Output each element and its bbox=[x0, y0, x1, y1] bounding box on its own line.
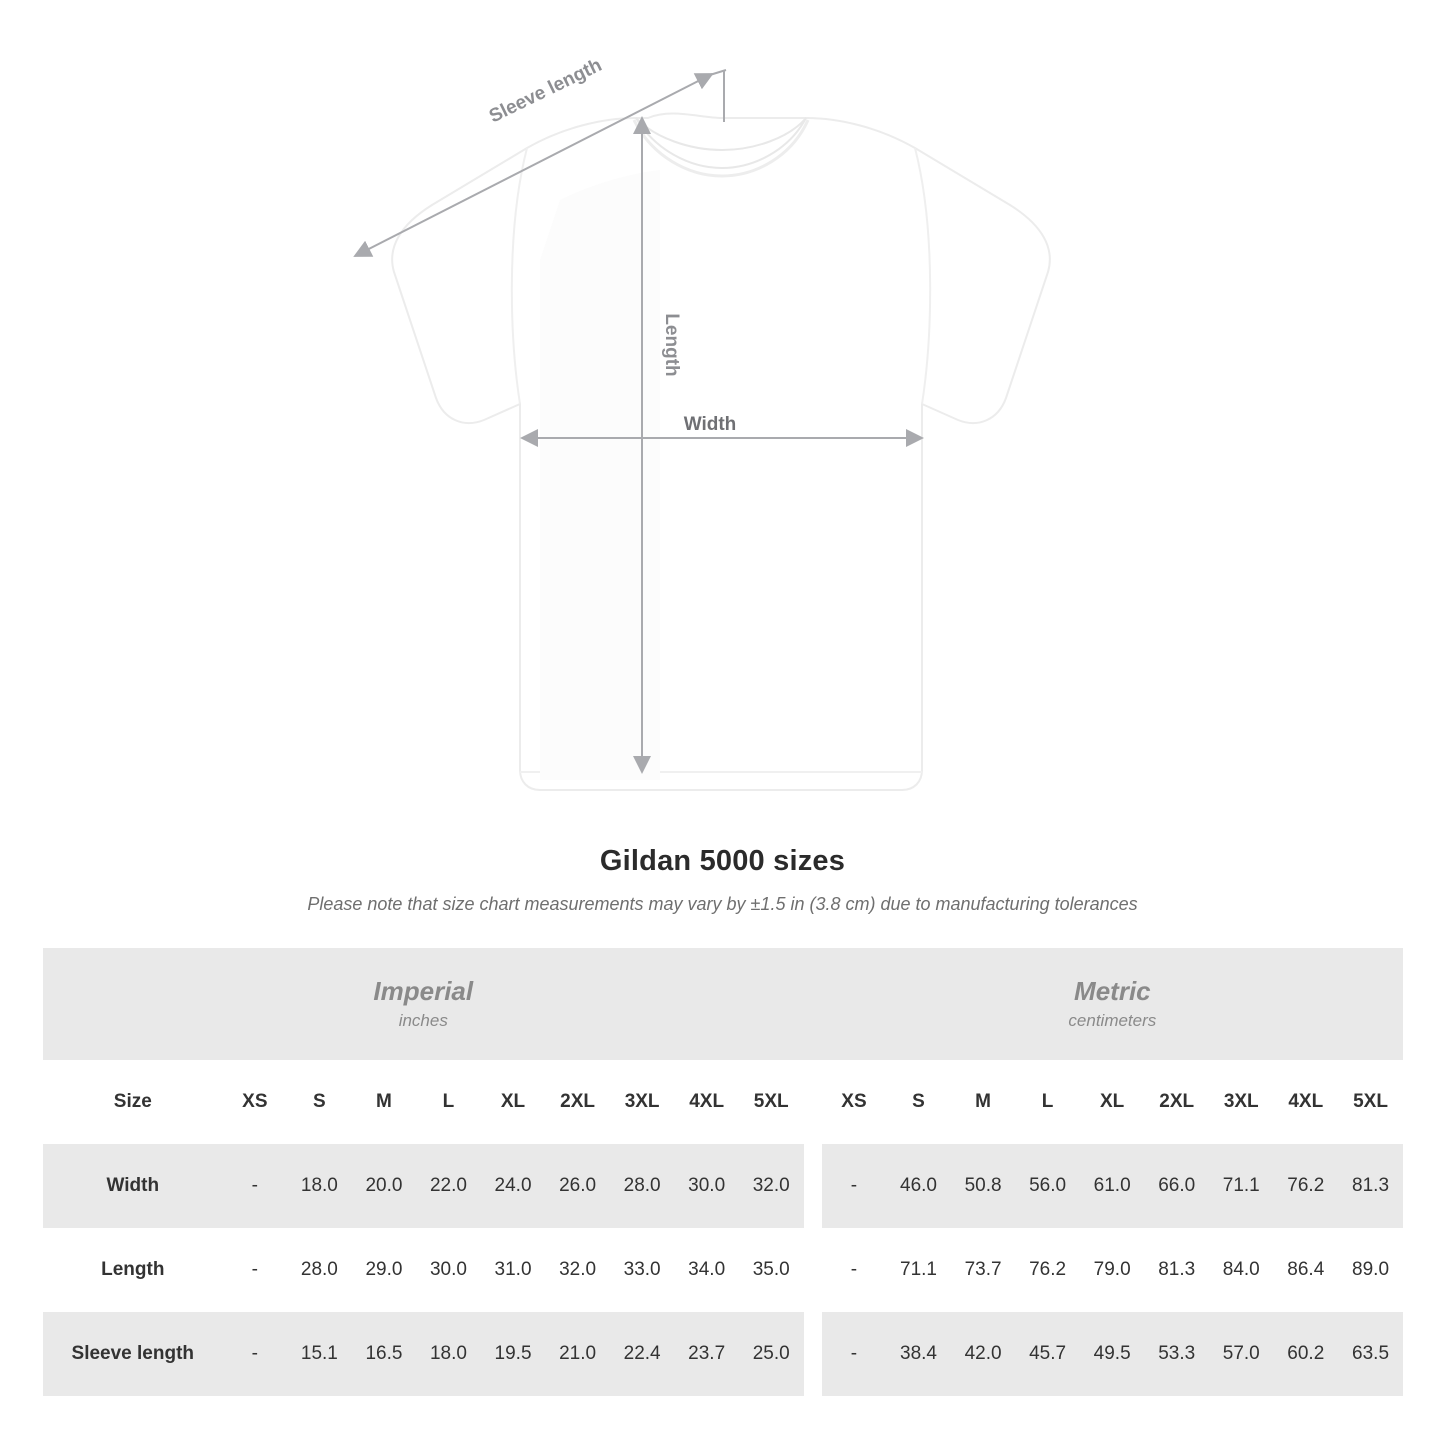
width-imperial-5xl: 32.0 bbox=[739, 1144, 804, 1228]
length-metric-xs: - bbox=[822, 1228, 887, 1312]
length-label: Length bbox=[661, 313, 682, 377]
length-metric-m: 73.7 bbox=[951, 1228, 1016, 1312]
page-title: Gildan 5000 sizes bbox=[599, 845, 846, 877]
header-metric-5xl: 5XL bbox=[1338, 1060, 1403, 1144]
size-table bbox=[43, 948, 1403, 1396]
sleeve-imperial-s: 15.1 bbox=[287, 1312, 352, 1396]
header-metric-4xl: 4XL bbox=[1274, 1060, 1339, 1144]
row-gap-sleeve bbox=[804, 1312, 822, 1396]
tolerance-note: Please note that size chart measurements may vary by ±1.5 in (3.8 cm) due to manufacturing tolerances bbox=[307, 894, 1138, 914]
header-imperial-m: M bbox=[352, 1060, 417, 1144]
header-metric-xs: XS bbox=[822, 1060, 887, 1144]
table-row bbox=[43, 1312, 1403, 1396]
unit-sub-imperial: inches bbox=[398, 1010, 448, 1030]
width-metric-xs: - bbox=[822, 1144, 887, 1228]
width-metric-m: 50.8 bbox=[951, 1144, 1016, 1228]
sleeve-imperial-2xl: 21.0 bbox=[545, 1312, 610, 1396]
row-gap-width bbox=[804, 1144, 822, 1228]
sleeve-imperial-l: 18.0 bbox=[416, 1312, 481, 1396]
table-row bbox=[43, 1144, 1403, 1228]
length-metric-4xl: 86.4 bbox=[1274, 1228, 1339, 1312]
length-metric-xl: 79.0 bbox=[1080, 1228, 1145, 1312]
length-imperial-s: 28.0 bbox=[287, 1228, 352, 1312]
width-metric-s: 46.0 bbox=[886, 1144, 951, 1228]
width-imperial-3xl: 28.0 bbox=[610, 1144, 675, 1228]
header-imperial-s: S bbox=[287, 1060, 352, 1144]
length-imperial-5xl: 35.0 bbox=[739, 1228, 804, 1312]
header-imperial-4xl: 4XL bbox=[674, 1060, 739, 1144]
sleeve-imperial-4xl: 23.7 bbox=[674, 1312, 739, 1396]
length-imperial-xs: - bbox=[223, 1228, 288, 1312]
width-label: Width bbox=[683, 414, 737, 435]
row-label-length: Length bbox=[43, 1228, 223, 1312]
width-metric-4xl: 76.2 bbox=[1274, 1144, 1339, 1228]
length-metric-3xl: 84.0 bbox=[1209, 1228, 1274, 1312]
header-metric-m: M bbox=[951, 1060, 1016, 1144]
width-metric-3xl: 71.1 bbox=[1209, 1144, 1274, 1228]
header-metric-3xl: 3XL bbox=[1209, 1060, 1274, 1144]
sleeve-metric-4xl: 60.2 bbox=[1274, 1312, 1339, 1396]
sleeve-metric-s: 38.4 bbox=[886, 1312, 951, 1396]
header-metric-xl: XL bbox=[1080, 1060, 1145, 1144]
length-imperial-2xl: 32.0 bbox=[545, 1228, 610, 1312]
length-imperial-m: 29.0 bbox=[352, 1228, 417, 1312]
sleeve-imperial-m: 16.5 bbox=[352, 1312, 417, 1396]
title-block bbox=[0, 845, 1445, 915]
header-metric-2xl: 2XL bbox=[1144, 1060, 1209, 1144]
row-label-sleeve-length: Sleeve length bbox=[43, 1312, 223, 1396]
table-row bbox=[43, 1228, 1403, 1312]
width-metric-l: 56.0 bbox=[1015, 1144, 1080, 1228]
sleeve-length-label: Sleeve length bbox=[485, 54, 606, 128]
header-imperial-xl: XL bbox=[481, 1060, 546, 1144]
width-imperial-m: 20.0 bbox=[352, 1144, 417, 1228]
width-imperial-xs: - bbox=[223, 1144, 288, 1228]
unit-header-gap bbox=[804, 948, 822, 1060]
unit-header-row bbox=[43, 948, 1403, 1060]
unit-sub-metric: centimeters bbox=[1068, 1010, 1157, 1030]
header-metric-l: L bbox=[1015, 1060, 1080, 1144]
size-header-row bbox=[43, 1060, 1403, 1144]
sleeve-metric-l: 45.7 bbox=[1015, 1312, 1080, 1396]
sleeve-imperial-5xl: 25.0 bbox=[739, 1312, 804, 1396]
length-metric-s: 71.1 bbox=[886, 1228, 951, 1312]
width-imperial-2xl: 26.0 bbox=[545, 1144, 610, 1228]
header-metric-s: S bbox=[886, 1060, 951, 1144]
width-imperial-l: 22.0 bbox=[416, 1144, 481, 1228]
sleeve-metric-3xl: 57.0 bbox=[1209, 1312, 1274, 1396]
header-imperial-3xl: 3XL bbox=[610, 1060, 675, 1144]
width-imperial-xl: 24.0 bbox=[481, 1144, 546, 1228]
unit-name-metric: Metric bbox=[1074, 976, 1151, 1007]
header-imperial-xs: XS bbox=[223, 1060, 288, 1144]
length-imperial-3xl: 33.0 bbox=[610, 1228, 675, 1312]
width-metric-5xl: 81.3 bbox=[1338, 1144, 1403, 1228]
header-size-label: Size bbox=[43, 1060, 223, 1144]
unit-name-imperial: Imperial bbox=[373, 976, 474, 1007]
width-metric-2xl: 66.0 bbox=[1144, 1144, 1209, 1228]
header-gap bbox=[804, 1060, 822, 1144]
row-label-width: Width bbox=[43, 1144, 223, 1228]
sleeve-metric-xl: 49.5 bbox=[1080, 1312, 1145, 1396]
width-imperial-s: 18.0 bbox=[287, 1144, 352, 1228]
tshirt-graphic bbox=[392, 114, 1050, 790]
sleeve-metric-5xl: 63.5 bbox=[1338, 1312, 1403, 1396]
sleeve-imperial-3xl: 22.4 bbox=[610, 1312, 675, 1396]
width-imperial-4xl: 30.0 bbox=[674, 1144, 739, 1228]
width-metric-xl: 61.0 bbox=[1080, 1144, 1145, 1228]
sleeve-metric-2xl: 53.3 bbox=[1144, 1312, 1209, 1396]
length-imperial-l: 30.0 bbox=[416, 1228, 481, 1312]
sleeve-imperial-xl: 19.5 bbox=[481, 1312, 546, 1396]
header-imperial-5xl: 5XL bbox=[739, 1060, 804, 1144]
sleeve-metric-xs: - bbox=[822, 1312, 887, 1396]
length-metric-l: 76.2 bbox=[1015, 1228, 1080, 1312]
length-metric-5xl: 89.0 bbox=[1338, 1228, 1403, 1312]
sleeve-imperial-xs: - bbox=[223, 1312, 288, 1396]
unit-header-imperial bbox=[43, 948, 804, 1060]
header-imperial-l: L bbox=[416, 1060, 481, 1144]
header-imperial-2xl: 2XL bbox=[545, 1060, 610, 1144]
length-metric-2xl: 81.3 bbox=[1144, 1228, 1209, 1312]
length-imperial-4xl: 34.0 bbox=[674, 1228, 739, 1312]
row-gap-length bbox=[804, 1228, 822, 1312]
size-table-container bbox=[43, 948, 1403, 1396]
unit-header-metric bbox=[822, 948, 1403, 1060]
length-imperial-xl: 31.0 bbox=[481, 1228, 546, 1312]
sleeve-metric-m: 42.0 bbox=[951, 1312, 1016, 1396]
